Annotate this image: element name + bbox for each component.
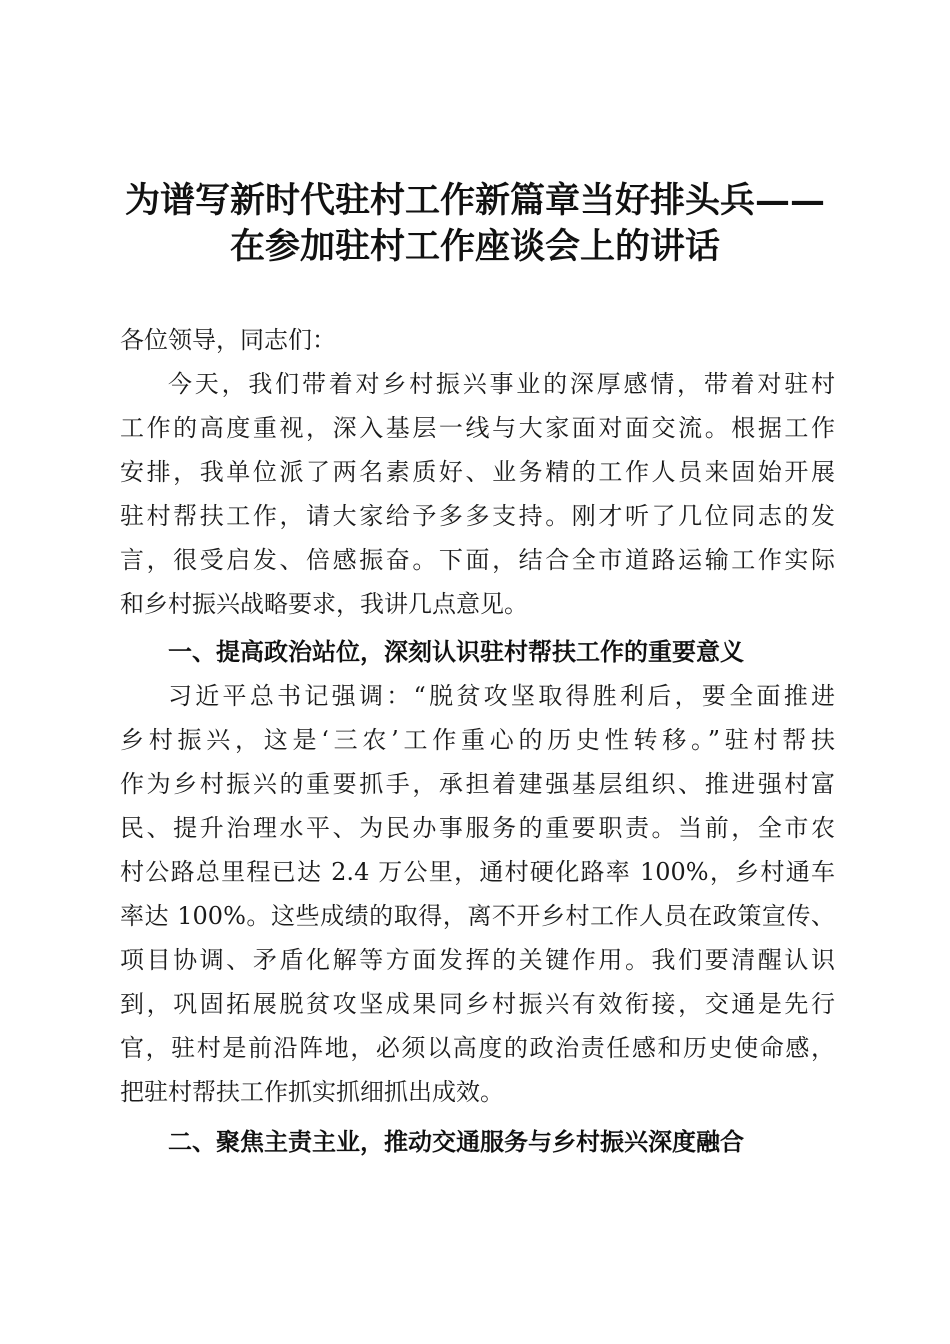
section-heading-1: 一、提高政治站位，深刻认识驻村帮扶工作的重要意义 bbox=[168, 638, 744, 666]
paragraph-1-line: 驻村帮扶工作，请大家给予多多支持。刚才听了几位同志的发 bbox=[120, 502, 835, 530]
document-title-line-2: 在参加驻村工作座谈会上的讲话 bbox=[229, 226, 720, 267]
paragraph-2-line: 项目协调、矛盾化解等方面发挥的关键作用。我们要清醒认识 bbox=[120, 946, 835, 974]
paragraph-2-line: 到，巩固拓展脱贫攻坚成果同乡村振兴有效衔接，交通是先行 bbox=[120, 990, 835, 1018]
paragraph-2-line: 率达 100%。这些成绩的取得，离不开乡村工作人员在政策宣传、 bbox=[120, 902, 835, 930]
paragraph-2-line: 官，驻村是前沿阵地，必须以高度的政治责任感和历史使命感， bbox=[120, 1034, 835, 1062]
paragraph-2-line: 乡村振兴，这是‘三农’工作重心的历史性转移。”驻村帮扶 bbox=[120, 726, 835, 754]
paragraph-2-line: 村公路总里程已达 2.4 万公里，通村硬化路率 100%，乡村通车 bbox=[120, 858, 835, 886]
paragraph-2-line: 把驻村帮扶工作抓实抓细抓出成效。 bbox=[120, 1078, 504, 1106]
paragraph-1-line: 言，很受启发、倍感振奋。下面，结合全市道路运输工作实际 bbox=[120, 546, 835, 574]
paragraph-2-line: 作为乡村振兴的重要抓手，承担着建强基层组织、推进强村富 bbox=[120, 770, 835, 798]
paragraph-1-line: 和乡村振兴战略要求，我讲几点意见。 bbox=[120, 590, 528, 618]
document-title-line-1: 为谱写新时代驻村工作新篇章当好排头兵—— bbox=[124, 180, 825, 221]
greeting: 各位领导，同志们： bbox=[120, 326, 336, 354]
paragraph-1-line: 今天，我们带着对乡村振兴事业的深厚感情，带着对驻村 bbox=[168, 370, 835, 398]
paragraph-1-line: 工作的高度重视，深入基层一线与大家面对面交流。根据工作 bbox=[120, 414, 835, 442]
paragraph-2-line: 习近平总书记强调：“脱贫攻坚取得胜利后，要全面推进 bbox=[168, 682, 835, 710]
section-heading-2: 二、聚焦主责主业，推动交通服务与乡村振兴深度融合 bbox=[168, 1128, 744, 1156]
paragraph-1-line: 安排，我单位派了两名素质好、业务精的工作人员来固始开展 bbox=[120, 458, 835, 486]
paragraph-2-line: 民、提升治理水平、为民办事服务的重要职责。当前，全市农 bbox=[120, 814, 835, 842]
